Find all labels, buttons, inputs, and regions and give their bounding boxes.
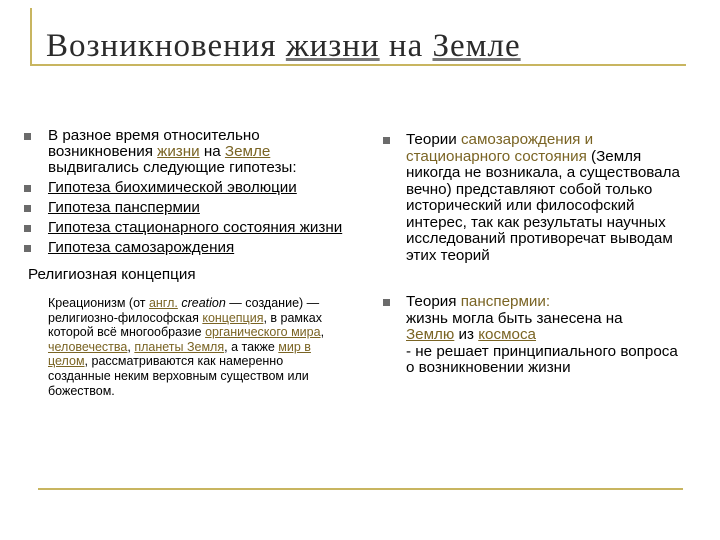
title-part-1: Возникновения [46,28,286,64]
intro-item: В разное время относительно возникновения жизни на Земле выдвигались следующие гипотезы: [18,128,358,176]
square-bullet-icon [24,185,31,192]
square-bullet-icon [24,133,31,140]
right-column [370,132,690,377]
link-earth-2[interactable]: Землю [406,326,455,343]
footer-rule [38,488,683,490]
hypothesis-item [18,220,358,236]
panspermia-line-2: жизнь могла быть занесена на [406,309,623,327]
link-world[interactable]: мир в целом [48,339,311,369]
hypothesis-link[interactable]: Гипотеза самозарождения [48,239,235,256]
link-space[interactable]: космоса [478,326,537,343]
link-humanity[interactable]: человечества [48,339,128,354]
panspermia-item: Теория панспермии: жизнь могла быть занесена на Землю из космоса - не решает принципиального вопроса о возникновении жизни [370,294,690,377]
title-link-earth[interactable]: Земле [432,28,521,64]
hypotheses-list [18,128,358,256]
title-link-life[interactable]: жизни [285,28,380,64]
creationism-paragraph: Креационизм (от англ. creation — создание) — религиозно-философская концепция, в рамках которой всё многообразие органического мира, человечества, планеты Земля, а также мир в целом, рассматриваются как намеренно созданные неким верховным существом или божеством. [48,296,325,398]
link-earth[interactable]: Земле [224,143,271,160]
page-title [46,28,521,65]
highlight-panspermia: панспермии: [460,293,551,310]
hypothesis-item [18,240,358,256]
link-english[interactable]: англ. [148,296,178,310]
theories-item: Теории самозарождения и стационарного состояния (Земля никогда не возникала, а существовала вечно) представляют собой только исторический или философский интерес, так как результаты научных исследований противоречат выводам этих теорий [370,132,690,264]
square-bullet-icon [24,225,31,232]
square-bullet-icon [24,245,31,252]
hypothesis-link[interactable]: Гипотеза стационарного состояния жизни [48,219,343,236]
link-planet-earth[interactable]: планеты Земля [134,339,225,354]
link-concept[interactable]: концепция [202,310,264,325]
link-organic-world[interactable]: органического мира [205,325,321,340]
panspermia-line-4: - не решает принципиального вопроса о возникновении жизни [406,342,678,376]
highlight-theories: самозарождения и стационарного состояния [406,131,594,165]
link-life[interactable]: жизни [157,143,200,160]
hypothesis-item [18,200,358,216]
title-part-3: на [379,28,433,64]
religious-concept-heading: Религиозная концепция [28,266,196,283]
square-bullet-icon [383,137,390,144]
hypothesis-link[interactable]: Гипотеза панспермии [48,199,200,216]
hypothesis-link[interactable]: Гипотеза биохимической эволюции [48,179,297,196]
title-left-rule [30,8,32,66]
left-column [18,128,358,398]
square-bullet-icon [383,299,390,306]
hypothesis-item [18,180,358,196]
square-bullet-icon [24,205,31,212]
